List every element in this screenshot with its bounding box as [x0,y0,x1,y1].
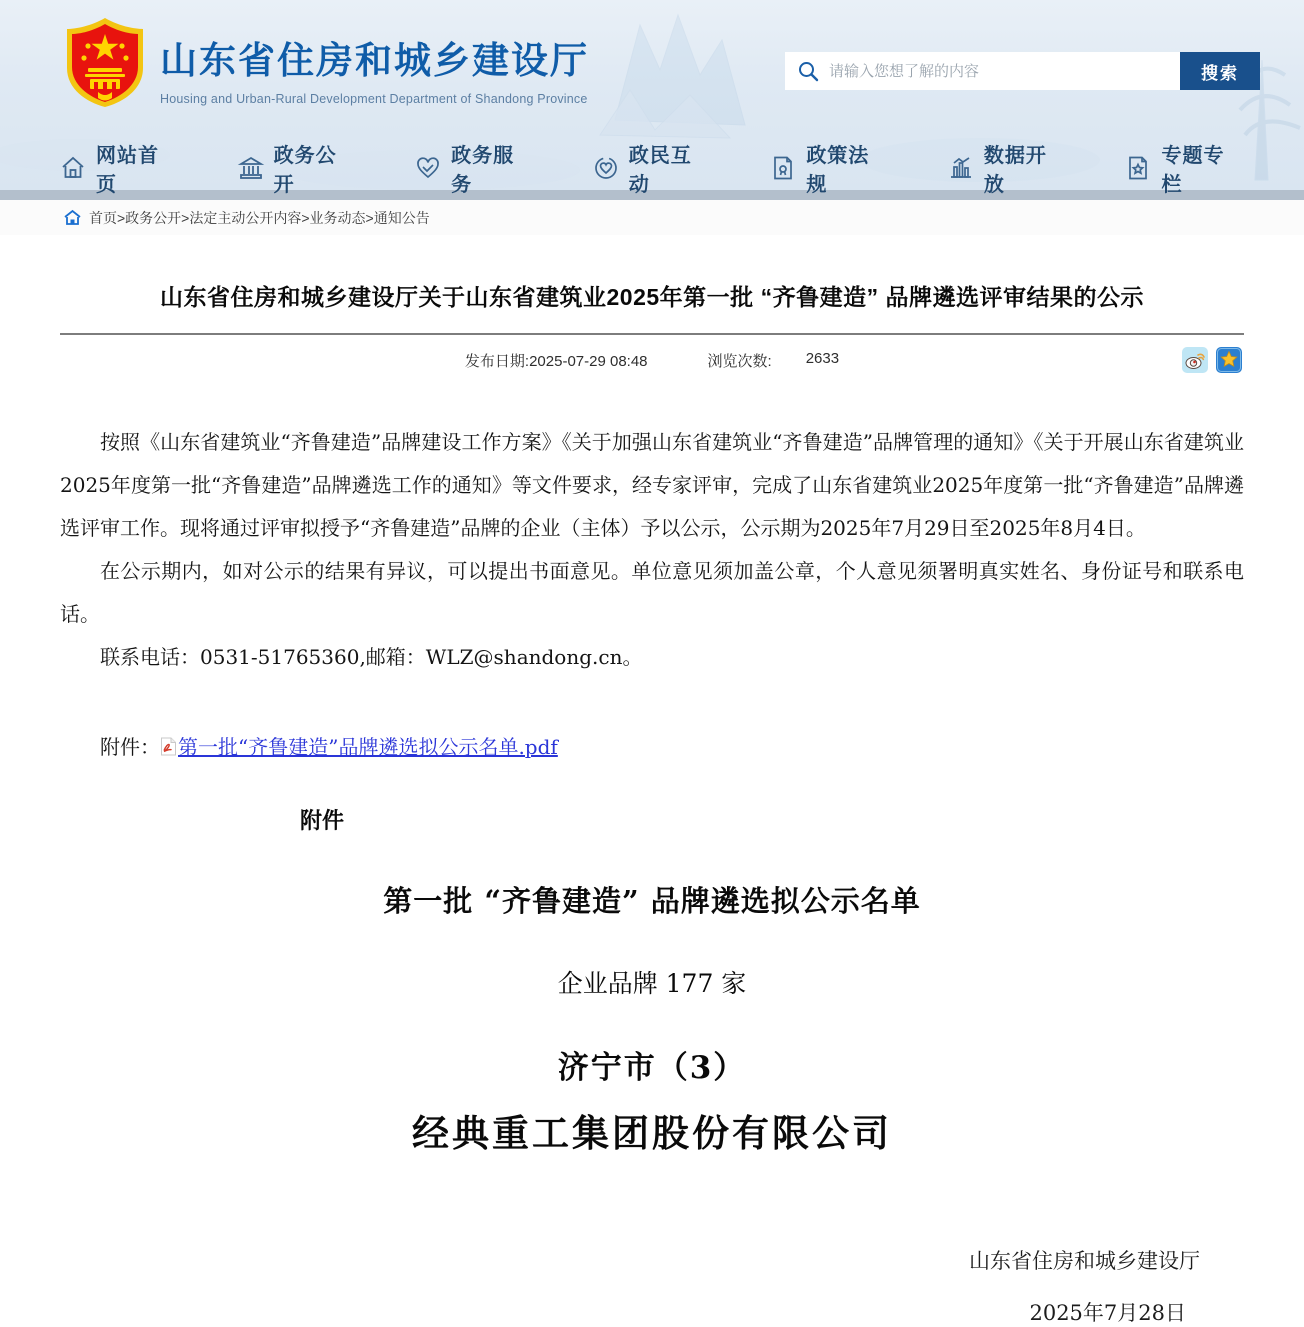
national-emblem-logo [64,16,146,108]
site-title: 山东省住房和城乡建设厅 [160,40,589,81]
article-meta [60,347,1244,373]
breadcrumb [0,200,1304,235]
search-box [785,52,1260,90]
nav-item-open-data[interactable] [948,139,1067,197]
views-count: 2633 [805,349,840,367]
signature-date: 2025年7月28日 [1029,1301,1186,1325]
paragraph: 按照《山东省建筑业“齐鲁建造”品牌建设工作方案》《关于加强山东省建筑业“齐鲁建造”品牌管理的通知》《关于开展山东省建筑业2025年度第一批“齐鲁建造”品牌遴选工作的通知》等文件要求，经专家评审，完成了山东省建筑业2025年度第一批“齐鲁建造”品牌遴选评审工作。现将通过评审拟授予“齐鲁建造”品牌的企业（主体）予以公示，公示期为2025年7月29日至2025年8月4日。 [60,430,1244,540]
nav-item-label: 政民互动 [628,144,692,196]
bank-icon [238,155,264,181]
attachment-row [60,731,1244,760]
paragraph: 联系电话：0531-51765360,邮箱：WLZ@shandong.cn。 [100,645,643,669]
nav-item-gov-disclosure[interactable] [238,139,357,197]
share-icons [1182,347,1242,373]
nav-item-label: 专题专栏 [1161,144,1225,196]
heart-circle-icon [593,155,619,181]
article-title: 山东省住房和城乡建设厅关于山东省建筑业2025年第一批 “齐鲁建造” 品牌遴选评审结果的公示 [160,284,1144,310]
attachment-prefix: 附件： [100,735,160,759]
nav-item-gov-services[interactable] [415,139,534,197]
nav-item-label: 政务服务 [451,144,515,196]
site-header [0,0,1304,196]
nav-item-label: 数据开放 [983,144,1047,196]
pdf-preview [60,804,1244,1157]
document-star-icon [1125,155,1151,181]
signature-block [60,1245,1244,1327]
title-divider [60,333,1244,335]
qzone-share-icon[interactable] [1216,347,1242,373]
pdf-subheading: 企业品牌 177 家 [557,969,747,998]
nav-item-special-topics[interactable] [1125,139,1244,197]
document-seal-icon [770,155,796,181]
breadcrumb-path[interactable]: 首页>政务公开>法定主动公开内容>业务动态>通知公告 [89,209,430,226]
search-input[interactable] [829,63,1168,80]
site-subtitle: Housing and Urban-Rural Development Department of Shandong Province [160,92,588,106]
breadcrumb-home-icon [64,210,81,225]
views-label: 浏览次数: [707,352,772,370]
header-top [0,0,1304,145]
nav-item-public-interaction[interactable] [593,139,712,197]
article-body [60,421,1244,679]
nav-item-home[interactable] [60,139,179,197]
signature-org: 山东省住房和城乡建设厅 [969,1249,1200,1273]
pdf-attachment-label: 附件 [300,808,345,834]
pdf-company-line: 经典重工集团股份有限公司 [412,1111,892,1155]
search-input-wrap [785,52,1180,90]
search-button[interactable]: 搜索 [1180,52,1260,90]
nav-item-label: 网站首页 [96,144,159,196]
pdf-heading: 第一批 “齐鲁建造” 品牌遴选拟公示名单 [383,884,921,918]
pdf-city-line: 济宁市（3） [557,1050,747,1086]
paragraph: 在公示期内，如对公示的结果有异议，可以提出书面意见。单位意见须加盖公章，个人意见须署明真实姓名、身份证号和联系电话。 [60,559,1244,626]
article-content [0,279,1304,1327]
search-icon [797,60,819,82]
main-nav [0,144,1304,196]
nav-item-label: 政策法规 [806,144,870,196]
nav-item-label: 政务公开 [273,144,337,196]
publish-date: 发布日期:2025-07-29 08:48 [464,352,648,370]
weibo-share-icon[interactable] [1182,347,1208,373]
site-identity [160,30,589,106]
attachment-pdf-link[interactable]: 第一批“齐鲁建造”品牌遴选拟公示名单.pdf [178,735,558,759]
bar-chart-icon [948,155,974,181]
nav-item-policies[interactable] [770,139,889,197]
home-icon [60,155,86,181]
handshake-icon [415,155,441,181]
pdf-file-icon [160,737,177,756]
